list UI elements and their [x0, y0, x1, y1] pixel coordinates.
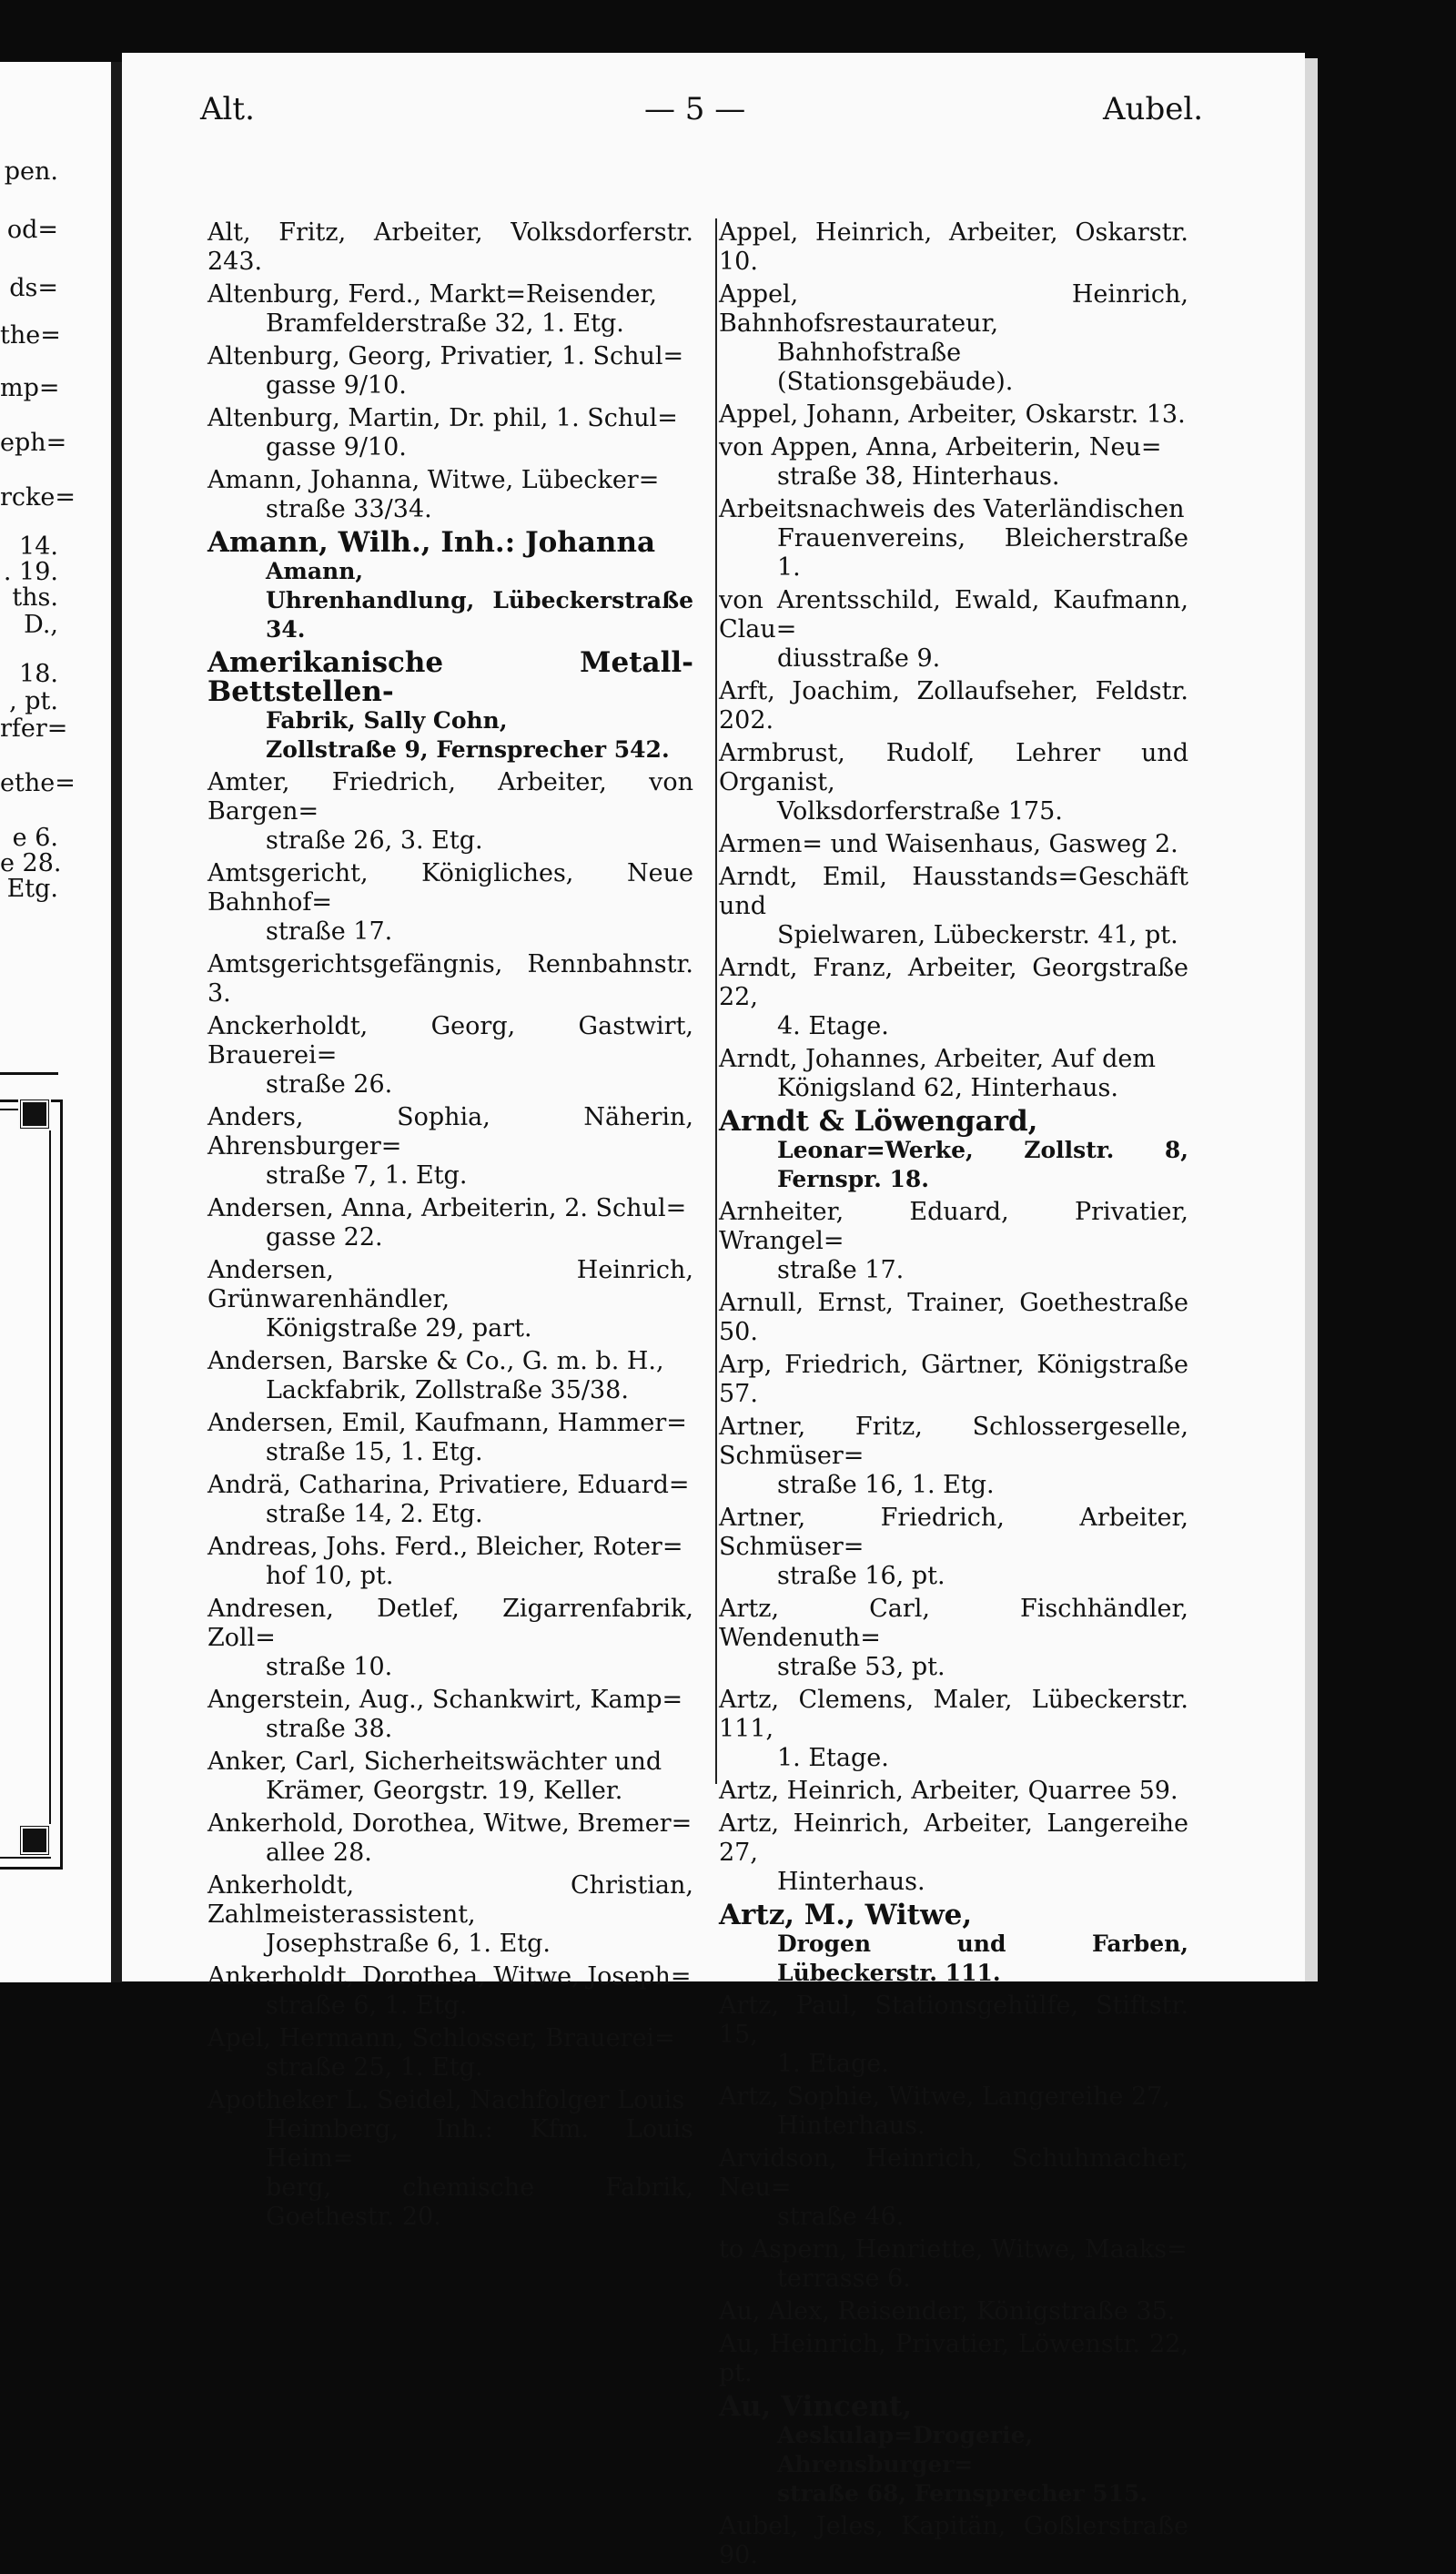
entry-name-line: Armen= und Waisenhaus, Gasweg 2.: [719, 830, 1178, 858]
entry-name-line: von Arentsschild, Ewald, Kaufmann, Clau=: [719, 586, 1188, 644]
directory-entry: [719, 2512, 1188, 2570]
entry-name-line: Altenburg, Ferd., Markt=Reisender,: [207, 280, 657, 309]
directory-entry: [207, 1471, 693, 1529]
directory-entry: [207, 1595, 693, 1682]
left-page-text-fragment: the=: [0, 321, 61, 350]
entry-continuation-line: straße 26, 3. Etg.: [266, 826, 483, 855]
entry-continuation-line: 1. Etage.: [777, 2050, 889, 2078]
left-page-text-fragment: ds=: [9, 274, 58, 302]
entry-continuation-line: Drogen und Farben, Lübeckerstr. 111.: [777, 1930, 1188, 1986]
entry-name-line: Artz, Heinrich, Arbeiter, Langereihe 27,: [719, 1809, 1188, 1867]
directory-column-right: [719, 218, 1188, 2574]
entry-continuation-line: allee 28.: [266, 1839, 372, 1867]
entry-name-line: Artz, Sophie, Witwe, Langereihe 27,: [719, 2083, 1170, 2111]
entry-continuation-line: Leonar=Werke, Zollstr. 8, Fernspr. 18.: [777, 1137, 1188, 1192]
left-page-text-fragment: pen.: [4, 157, 58, 186]
directory-entry: [719, 2083, 1188, 2141]
directory-entry: [719, 2297, 1188, 2326]
entry-name-line: Anckerholdt, Georg, Gastwirt, Brauerei=: [207, 1012, 693, 1069]
entry-continuation-line: gasse 22.: [266, 1223, 383, 1252]
directory-entry: [207, 1194, 693, 1252]
directory-entry: [719, 433, 1188, 491]
entry-continuation-line: straße 68, Fernsprecher 515.: [777, 2480, 1148, 2507]
directory-entry: [719, 1107, 1188, 1194]
entry-name-line: Ankerholdt, Christian, Zahlmeisterassistent,: [207, 1871, 693, 1929]
left-page-text-fragment: e 28.: [0, 849, 62, 877]
entry-continuation-line: Aeskulap=Drogerie, Ahrensburger=: [777, 2422, 1034, 2478]
entry-continuation-line: Spielwaren, Lübeckerstr. 41, pt.: [777, 921, 1178, 949]
entry-name-line: Amter, Friedrich, Arbeiter, von Bargen=: [207, 768, 693, 826]
entry-continuation-line: 4. Etage.: [777, 1012, 889, 1040]
frame-corner-ornament: [18, 1824, 51, 1857]
entry-continuation-line: Bahnhofstraße (Stationsgebäude).: [777, 339, 1014, 396]
entry-name-line: Altenburg, Martin, Dr. phil, 1. Schul=: [207, 404, 678, 432]
entry-name-line: Ankerholdt, Dorothea, Witwe, Joseph=: [207, 1962, 692, 1991]
entry-name-line: Apotheker L. Seidel, Nachfolger Louis: [207, 2086, 685, 2114]
directory-column-left: [207, 218, 693, 2235]
entry-continuation-line: hof 10, pt.: [266, 1562, 394, 1590]
entry-continuation-line: straße 14, 2. Etg.: [266, 1500, 483, 1528]
directory-entry: [719, 1045, 1188, 1103]
entry-continuation-line: Uhrenhandlung, Lübeckerstraße 34.: [266, 587, 693, 643]
entry-name-line: Amtsgerichtsgefängnis, Rennbahnstr. 3.: [207, 950, 693, 1008]
directory-entry: [207, 1809, 693, 1868]
directory-entry: [719, 586, 1188, 674]
directory-entry: [719, 863, 1188, 950]
entry-name-line: Au, Alex, Reisender, Königstraße 35.: [719, 2297, 1176, 2326]
directory-entry: [719, 1198, 1188, 1285]
entry-name-line: Artner, Friedrich, Arbeiter, Schmüser=: [719, 1504, 1188, 1561]
entry-continuation-line: terrasse 6.: [777, 2265, 911, 2293]
entry-continuation-line: straße 7, 1. Etg.: [266, 1161, 468, 1190]
directory-entry: [207, 1686, 693, 1744]
frame-corner-ornament: [18, 1098, 51, 1130]
entry-name-line: Appel, Heinrich, Bahnhofsrestaurateur,: [719, 280, 1188, 338]
header-left-keyword: Alt.: [200, 91, 255, 127]
entry-continuation-line: Hinterhaus.: [777, 1868, 925, 1896]
directory-entry: [719, 1351, 1188, 1409]
entry-name-line: Arnull, Ernst, Trainer, Goethestraße 50.: [719, 1289, 1188, 1346]
entry-name-line: Andresen, Detlef, Zigarrenfabrik, Zoll=: [207, 1595, 693, 1652]
ornamental-frame-inner: [0, 1109, 51, 1859]
header-right-keyword: Aubel.: [1103, 91, 1204, 127]
entry-continuation-line: straße 16, 1. Etg.: [777, 1471, 995, 1499]
entry-continuation-line: gasse 9/10.: [266, 371, 407, 400]
entry-name-line: Andrä, Catharina, Privatiere, Eduard=: [207, 1471, 690, 1499]
entry-continuation-line: straße 6, 1. Etg.: [266, 1991, 468, 2020]
entry-name-line: Arndt, Johannes, Arbeiter, Auf dem: [719, 1045, 1157, 1073]
directory-entry: [719, 2144, 1188, 2232]
entry-name-line: Artz, Heinrich, Arbeiter, Quarree 59.: [719, 1777, 1178, 1805]
entry-continuation-line: Volksdorferstraße 175.: [777, 797, 1063, 826]
entry-continuation-line: Heimberg, Inh.: Kfm. Louis Heim=: [266, 2115, 693, 2173]
directory-entry: [207, 218, 693, 277]
entry-name-line: Artz, M., Witwe,: [719, 1899, 973, 1931]
directory-entry: [207, 1962, 693, 2021]
entry-name-line: Arndt, Franz, Arbeiter, Georgstraße 22,: [719, 954, 1188, 1011]
directory-entry: [719, 1991, 1188, 2079]
entry-name-line: Amerikanische Metall-Bettstellen-: [207, 646, 693, 708]
entry-name-line: Andersen, Barske & Co., G. m. b. H.,: [207, 1347, 664, 1375]
left-page-text-fragment: rcke=: [0, 483, 76, 512]
directory-entry: [719, 1777, 1188, 1806]
left-page-text-fragment: 14.: [19, 532, 58, 561]
entry-continuation-line: straße 10.: [266, 1653, 393, 1681]
book-gutter: [111, 62, 122, 1982]
directory-entry: [207, 1409, 693, 1467]
entry-name-line: Amann, Wilh., Inh.: Johanna: [207, 526, 656, 559]
directory-entry: [719, 218, 1188, 277]
directory-entry: [719, 1289, 1188, 1347]
entry-continuation-line: straße 26.: [266, 1070, 393, 1099]
left-page-text-fragment: , pt.: [9, 687, 58, 715]
entry-name-line: Arnheiter, Eduard, Privatier, Wrangel=: [719, 1198, 1188, 1255]
column-divider: [715, 218, 717, 1784]
directory-entry: [207, 2024, 693, 2083]
entry-continuation-line: Fabrik, Sally Cohn,: [266, 707, 508, 734]
left-page-text-fragment: . 19.: [3, 558, 58, 586]
directory-entry: [207, 950, 693, 1008]
entry-name-line: von Appen, Anna, Arbeiterin, Neu=: [719, 433, 1162, 461]
entry-continuation-line: Bramfelderstraße 32, 1. Etg.: [266, 309, 624, 338]
left-page-text-fragment: ths.: [12, 583, 58, 612]
entry-continuation-line: straße 15, 1. Etg.: [266, 1438, 483, 1466]
entry-name-line: Andersen, Emil, Kaufmann, Hammer=: [207, 1409, 687, 1437]
entry-name-line: Alt, Fritz, Arbeiter, Volksdorferstr. 243.: [207, 218, 693, 276]
page-edge: [1305, 58, 1318, 1981]
entry-name-line: Artz, Carl, Fischhändler, Wendenuth=: [719, 1595, 1188, 1652]
directory-entry: [719, 1809, 1188, 1897]
left-page-text-fragment: rfer=: [0, 714, 68, 743]
entry-name-line: Arndt & Löwengard,: [719, 1105, 1038, 1138]
entry-continuation-line: straße 46.: [777, 2203, 905, 2231]
entry-continuation-line: diusstraße 9.: [777, 644, 941, 673]
divider-rule: [0, 1072, 58, 1075]
left-page-text-fragment: mp=: [0, 374, 60, 402]
directory-entry: [207, 1748, 693, 1806]
directory-entry: [719, 2392, 1188, 2508]
entry-continuation-line: straße 38.: [266, 1715, 393, 1743]
entry-continuation-line: Hinterhaus.: [777, 2112, 925, 2140]
directory-entry: [207, 342, 693, 400]
entry-continuation-line: Lackfabrik, Zollstraße 35/38.: [266, 1376, 629, 1404]
directory-entry: [207, 280, 693, 339]
entry-continuation-line: Königsland 62, Hinterhaus.: [777, 1074, 1118, 1102]
directory-entry: [719, 739, 1188, 826]
directory-entry: [207, 768, 693, 856]
entry-name-line: to Aspern, Henriette, Witwe, Maaks=: [719, 2235, 1188, 2264]
entry-continuation-line: Zollstraße 9, Fernsprecher 542.: [266, 736, 670, 763]
entry-continuation-line: Josephstraße 6, 1. Etg.: [266, 1930, 551, 1958]
directory-entry: [719, 954, 1188, 1041]
directory-entry: [207, 1012, 693, 1100]
directory-entry: [719, 1900, 1188, 1988]
entry-name-line: Au, Vincent,: [719, 2390, 913, 2423]
entry-name-line: Appel, Johann, Arbeiter, Oskarstr. 13.: [719, 400, 1186, 429]
entry-name-line: Altenburg, Georg, Privatier, 1. Schul=: [207, 342, 684, 370]
entry-name-line: Artz, Clemens, Maler, Lübeckerstr. 111,: [719, 1686, 1188, 1743]
left-page-text-fragment: e 6.: [12, 824, 58, 852]
directory-entry: [719, 280, 1188, 397]
entry-continuation-line: straße 17.: [777, 1256, 905, 1284]
directory-entry: [719, 1686, 1188, 1773]
left-page-text-fragment: eph=: [0, 429, 67, 457]
entry-name-line: Anders, Sophia, Näherin, Ahrensburger=: [207, 1103, 693, 1160]
left-page-fragment: [0, 62, 111, 1982]
left-page-text-fragment: Etg.: [6, 875, 58, 903]
left-page-text-fragment: od=: [6, 216, 58, 244]
directory-entry: [207, 1103, 693, 1191]
directory-entry: [719, 2235, 1188, 2294]
entry-continuation-line: gasse 9/10.: [266, 433, 407, 461]
entry-continuation-line: straße 25, 1. Etg.: [266, 2053, 483, 2082]
entry-name-line: Arbeitsnachweis des Vaterländischen: [719, 495, 1185, 523]
directory-entry: [719, 495, 1188, 583]
entry-continuation-line: Frauenvereins, Bleicherstraße 1.: [777, 524, 1188, 582]
entry-continuation-line: Amann,: [266, 558, 364, 584]
entry-name-line: Aubel, Jeles, Kapitän, Goßlerstraße 90.: [719, 2512, 1188, 2569]
entry-name-line: Arvidson, Heinrich, Schuhmacher, Neu=: [719, 2144, 1188, 2202]
entry-continuation-line: berg, chemische Fabrik, Goethestr. 20.: [266, 2174, 693, 2231]
entry-name-line: Artz, Paul, Stationsgehülfe, Stiftstr. 15,: [719, 1991, 1188, 2049]
entry-continuation-line: straße 33/34.: [266, 495, 432, 523]
entry-name-line: Arp, Friedrich, Gärtner, Königstraße 57.: [719, 1351, 1188, 1408]
directory-entry: [719, 400, 1188, 430]
directory-entry: [207, 859, 693, 947]
entry-continuation-line: Krämer, Georgstr. 19, Keller.: [266, 1777, 623, 1805]
directory-entry: [719, 1504, 1188, 1591]
left-page-text-fragment: ethe=: [0, 769, 76, 797]
directory-entry: [207, 1533, 693, 1591]
entry-name-line: Arndt, Emil, Hausstands=Geschäft und: [719, 863, 1188, 920]
directory-entry: [719, 677, 1188, 735]
directory-entry: [207, 1256, 693, 1343]
entry-name-line: Amtsgericht, Königliches, Neue Bahnhof=: [207, 859, 693, 917]
entry-continuation-line: straße 17.: [266, 917, 393, 946]
directory-entry: [719, 1413, 1188, 1500]
directory-entry: [207, 466, 693, 524]
entry-continuation-line: Königstraße 29, part.: [266, 1314, 532, 1343]
left-page-text-fragment: D.,: [24, 611, 58, 639]
page-number: — 5 —: [644, 91, 746, 127]
directory-entry: [719, 830, 1188, 859]
entry-name-line: Artner, Fritz, Schlossergeselle, Schmüser=: [719, 1413, 1188, 1470]
directory-entry: [207, 1347, 693, 1405]
entry-name-line: Amann, Johanna, Witwe, Lübecker=: [207, 466, 660, 494]
directory-entry: [207, 404, 693, 462]
entry-continuation-line: straße 38, Hinterhaus.: [777, 462, 1060, 491]
entry-name-line: Anker, Carl, Sicherheitswächter und: [207, 1748, 662, 1776]
entry-continuation-line: straße 53, pt.: [777, 1653, 945, 1681]
entry-name-line: Arft, Joachim, Zollaufseher, Feldstr. 202.: [719, 677, 1188, 735]
entry-name-line: Apel, Hermann, Schlosser, Brauerei=: [207, 2024, 675, 2052]
entry-name-line: Au, Heinrich, Privatier, Löwenstr. 22, pt.: [719, 2330, 1188, 2387]
directory-entry: [207, 528, 693, 644]
left-page-text-fragment: 18.: [19, 660, 58, 688]
directory-entry: [207, 1871, 693, 1959]
entry-name-line: Armbrust, Rudolf, Lehrer und Organist,: [719, 739, 1188, 796]
directory-entry: [719, 1595, 1188, 1682]
entry-continuation-line: 1. Etage.: [777, 1744, 889, 1772]
entry-name-line: Angerstein, Aug., Schankwirt, Kamp=: [207, 1686, 683, 1714]
entry-continuation-line: straße 16, pt.: [777, 1562, 945, 1590]
entry-name-line: Andreas, Johs. Ferd., Bleicher, Roter=: [207, 1533, 683, 1561]
entry-name-line: Appel, Heinrich, Arbeiter, Oskarstr. 10.: [719, 218, 1188, 276]
directory-entry: [207, 2086, 693, 2232]
entry-name-line: Andersen, Heinrich, Grünwarenhändler,: [207, 1256, 693, 1313]
entry-name-line: Ankerhold, Dorothea, Witwe, Bremer=: [207, 1809, 693, 1838]
entry-name-line: Andersen, Anna, Arbeiterin, 2. Schul=: [207, 1194, 687, 1222]
directory-entry: [207, 648, 693, 765]
directory-entry: [719, 2330, 1188, 2388]
